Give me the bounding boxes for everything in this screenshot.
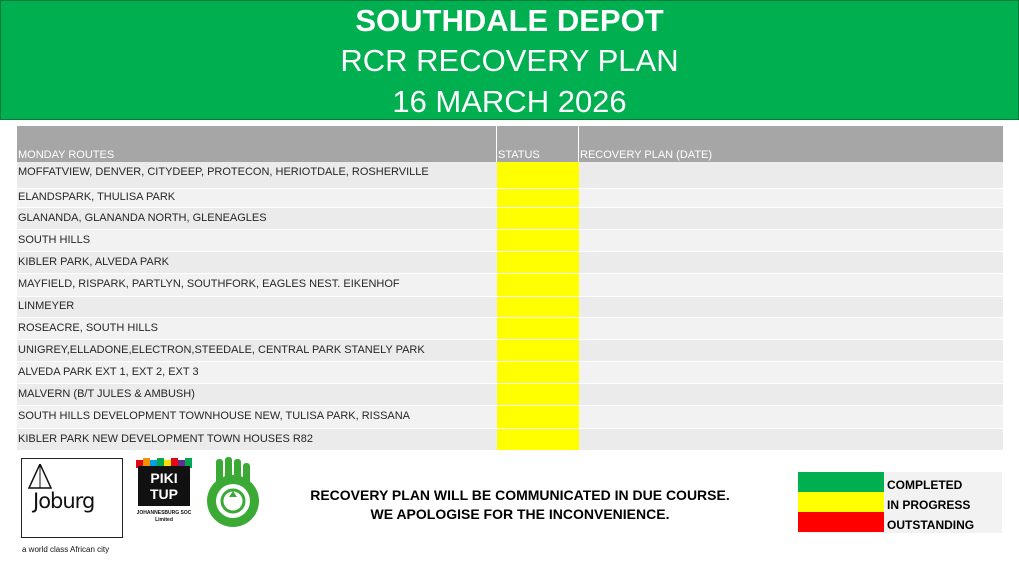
table-row xyxy=(17,297,1003,318)
table-row xyxy=(17,274,1003,297)
table-row xyxy=(17,362,1003,384)
table-body xyxy=(17,162,1003,451)
status-cell xyxy=(497,252,579,273)
table-row xyxy=(17,429,1003,451)
status-cell xyxy=(497,384,579,405)
route-cell: KIBLER PARK NEW DEVELOPMENT TOWN HOUSES R82 xyxy=(18,432,314,445)
page-header xyxy=(0,0,1019,120)
status-cell xyxy=(497,362,579,383)
table-row xyxy=(17,162,1003,189)
column-header-routes: MONDAY ROUTES xyxy=(18,149,115,161)
recycle-hand-logo-icon xyxy=(200,457,270,529)
recovery-plan-cell xyxy=(580,340,1003,361)
table-row xyxy=(17,230,1003,252)
legend-label-outstanding: OUTSTANDING xyxy=(887,518,975,532)
column-header-status: STATUS xyxy=(498,149,540,161)
status-cell xyxy=(497,297,579,317)
recovery-plan-cell xyxy=(580,384,1003,405)
pikitup-logo xyxy=(133,458,195,540)
recovery-plan-cell xyxy=(580,318,1003,339)
route-cell: ALVEDA PARK EXT 1, EXT 2, EXT 3 xyxy=(18,365,199,378)
pikitup-wordmark: PIKI TUP xyxy=(138,466,190,506)
table-row xyxy=(17,252,1003,274)
recovery-plan-cell xyxy=(580,162,1003,188)
status-cell xyxy=(497,274,579,296)
route-cell: SOUTH HILLS DEVELOPMENT TOWNHOUSE NEW, TULISA PARK, RISSANA xyxy=(18,410,411,422)
routes-table xyxy=(17,126,1003,451)
joburg-logo xyxy=(21,458,123,538)
table-row xyxy=(17,406,1003,429)
recovery-plan-cell xyxy=(580,274,1003,296)
recovery-plan-cell xyxy=(580,189,1003,207)
status-cell xyxy=(497,429,579,450)
route-cell: KIBLER PARK, ALVEDA PARK xyxy=(18,255,170,268)
table-header xyxy=(17,126,1003,162)
recovery-notice xyxy=(280,486,760,524)
plan-title: RCR RECOVERY PLAN xyxy=(340,43,679,78)
notice-line-1: RECOVERY PLAN WILL BE COMMUNICATED IN DUE COURSE. xyxy=(310,487,730,503)
route-cell: MOFFATVIEW, DENVER, CITYDEEP, PROTECON, HERIOTDALE, ROSHERVILLE xyxy=(18,166,429,178)
legend-label-completed: COMPLETED xyxy=(887,478,963,492)
legend-label-in-progress: IN PROGRESS xyxy=(887,498,971,512)
route-cell: LINMEYER xyxy=(18,300,75,312)
status-cell xyxy=(497,162,579,188)
route-cell: MALVERN (B/T JULES & AMBUSH) xyxy=(18,387,195,400)
table-row xyxy=(17,384,1003,406)
plan-date: 16 MARCH 2026 xyxy=(392,84,627,119)
status-cell xyxy=(497,318,579,339)
legend-swatch-outstanding xyxy=(798,512,884,532)
route-cell: MAYFIELD, RISPARK, PARTLYN, SOUTHFORK, EAGLES NEST. EIKENHOF xyxy=(18,278,400,290)
recovery-plan-cell xyxy=(580,252,1003,273)
joburg-logo-text: Joburg xyxy=(33,489,95,513)
route-cell: UNIGREY,ELLADONE,ELECTRON,STEEDALE, CENTRAL PARK STANELY PARK xyxy=(18,343,425,356)
legend-swatch-in-progress xyxy=(798,492,884,512)
recovery-plan-cell xyxy=(580,230,1003,251)
route-cell: ROSEACRE, SOUTH HILLS xyxy=(18,321,158,334)
table-row xyxy=(17,340,1003,362)
status-cell xyxy=(497,230,579,251)
status-cell xyxy=(497,406,579,428)
joburg-logo-icon xyxy=(28,464,52,490)
status-legend xyxy=(798,472,1002,533)
recovery-plan-cell xyxy=(580,297,1003,317)
status-cell xyxy=(497,208,579,229)
pikitup-subtitle: JOHANNESBURG SOC Limited xyxy=(136,510,192,523)
legend-swatch-completed xyxy=(798,472,884,492)
table-row xyxy=(17,208,1003,230)
table-row xyxy=(17,318,1003,340)
notice-line-2: WE APOLOGISE FOR THE INCONVENIENCE. xyxy=(370,506,670,522)
recovery-plan-cell xyxy=(580,429,1003,450)
route-cell: ELANDSPARK, THULISA PARK xyxy=(18,191,176,203)
status-cell xyxy=(497,189,579,207)
joburg-tagline: a world class African city xyxy=(22,545,110,554)
recovery-plan-cell xyxy=(580,208,1003,229)
route-cell: SOUTH HILLS xyxy=(18,233,91,246)
table-row xyxy=(17,189,1003,208)
column-header-recovery-plan: RECOVERY PLAN (DATE) xyxy=(580,149,713,161)
recovery-plan-cell xyxy=(580,406,1003,428)
depot-title: SOUTHDALE DEPOT xyxy=(355,3,664,38)
route-cell: GLANANDA, GLANANDA NORTH, GLENEAGLES xyxy=(18,211,267,224)
status-cell xyxy=(497,340,579,361)
recovery-plan-cell xyxy=(580,362,1003,383)
